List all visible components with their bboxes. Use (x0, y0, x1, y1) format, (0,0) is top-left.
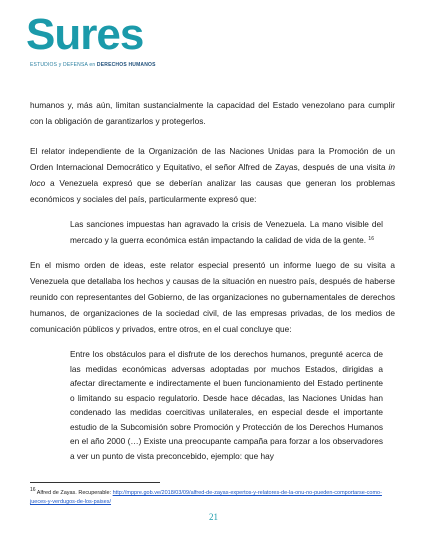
paragraph-2-text: El relator independiente de la Organización de las Naciones Unidas para la Promoción de un Orden Internacional Democrático y Equitativo, el señor Alfred de Zayas, después de una visita (30, 146, 395, 172)
block-quote-1 (70, 217, 383, 247)
page-number: 21 (209, 512, 218, 522)
footnote (30, 486, 398, 507)
logo-wordmark: Sures (26, 10, 144, 59)
logo-tagline-pre: ESTUDIOS y DEFENSA en (30, 62, 97, 68)
footnote-link[interactable]: http://mppre.gob.ve/2018/03/09/alfred-de-zayas-expertos-y-relatores-de-la-onu-no-pueden-comportarse-como-jueces-y-verdugos-de-los-paises/ (30, 490, 382, 505)
paragraph-2-italic: in loco (30, 162, 395, 188)
logo-tagline-bold: DERECHOS HUMANOS (96, 62, 156, 68)
block-quote-1-text: Las sanciones impuestas han agravado la crisis de Venezuela. La mano visible del mercado y la guerra económica están impactando la calidad de vida de la gente. (70, 219, 383, 245)
paragraph-3: En el mismo orden de ideas, este relator especial presentó un informe luego de su visita a Venezuela que detallaba los hechos y causas de la situación en nuestro país, después de haberse reunido con representantes del Gobierno, de las organizaciones no gubernamentales de derechos humanos, de organizaciones de la sociedad civil, de las empresas privadas, de los medios de comunicación públicos y privados, entre otros, en el cual concluye que: (30, 260, 395, 334)
footnote-reference: 16 (368, 235, 374, 242)
page-body (30, 97, 395, 463)
block-quote-2: Entre los obstáculos para el disfrute de los derechos humanos, pregunté acerca de las medidas económicas adversas adoptadas por muchos Estados, dirigidas a afectar directamente e indirectamente el buen funcionamiento del Estado pertinente o limitando su espacio regulatorio. Desde hace décadas, las Naciones Unidas han condenado las medidas coercitivas unilaterales, en especial desde el importante estudio de la Subcomisión sobre Promoción y Protección de los Derechos Humanos en el año 2000 (…) Existe una preocupante campaña para forzar a los observadores a ver un punto de vista preconcebido, ejemplo: que hay (70, 349, 383, 461)
footnote-text: Alfred de Zayas. Recuperable: (35, 490, 113, 496)
footnote-number: 16 (30, 487, 36, 493)
logo-tagline (30, 62, 156, 68)
footnote-divider (30, 482, 160, 483)
sures-logo (26, 10, 226, 68)
paragraph-2 (30, 143, 395, 207)
paragraph-1: humanos y, más aún, limitan sustancialmente la capacidad del Estado venezolano para cumplir con la obligación de garantizarlos y protegerlos. (30, 100, 395, 126)
paragraph-2-text-end: a Venezuela expresó que se deberían analizar las causas que generan los problemas económicos y sociales del país, particularmente expresó que: (30, 178, 395, 204)
